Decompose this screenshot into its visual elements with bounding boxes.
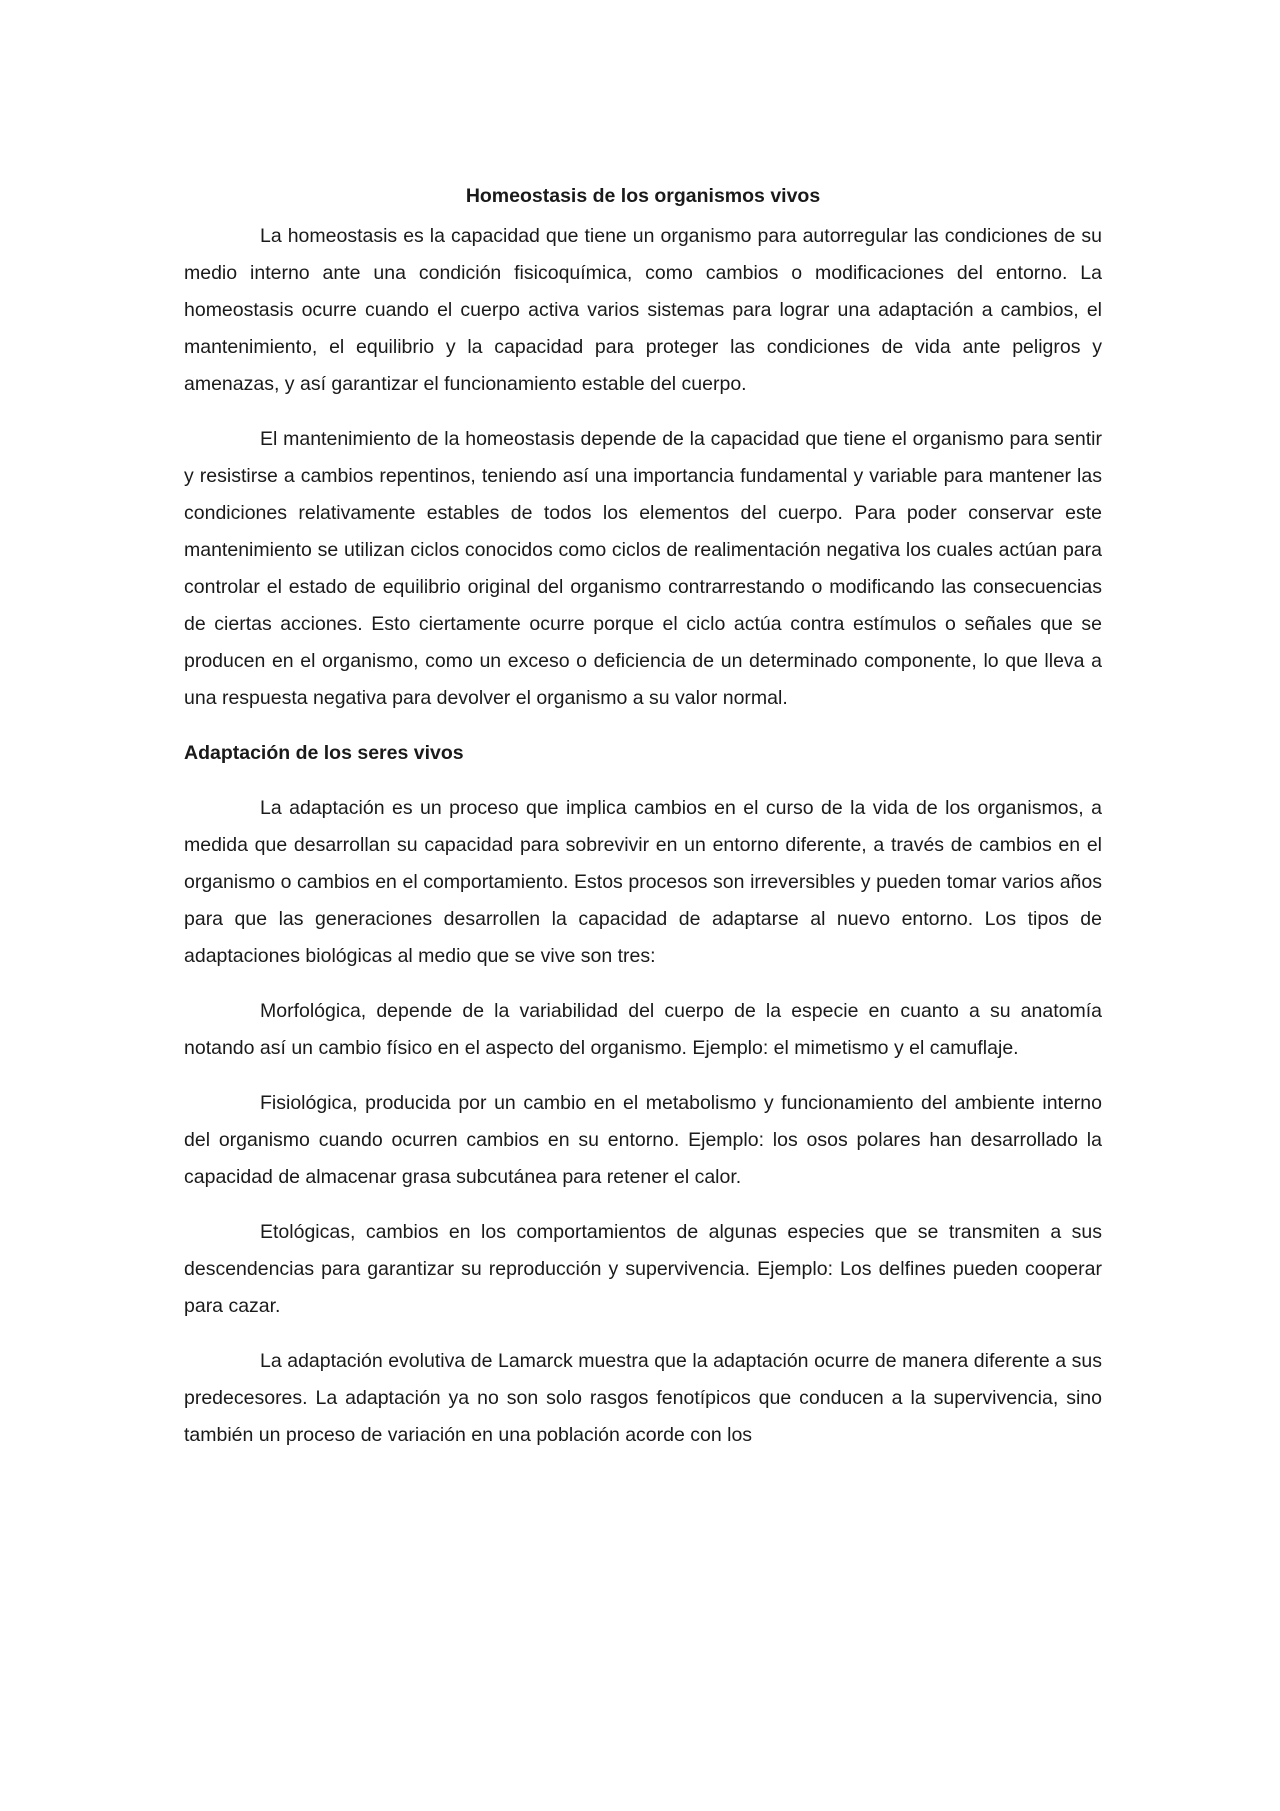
document-body — [184, 182, 1102, 1454]
paragraph-ethological: Etológicas, cambios en los comportamientos de algunas especies que se transmiten a sus descendencias para garantizar su reproducción y supervivencia. Ejemplo: Los delfines pueden cooperar para cazar. — [184, 1221, 1102, 1317]
section-heading-adaptation: Adaptación de los seres vivos — [184, 742, 464, 764]
paragraph-morphological: Morfológica, depende de la variabilidad del cuerpo de la especie en cuanto a su anatomía notando así un cambio físico en el aspecto del organismo. Ejemplo: el mimetismo y el camuflaje. — [184, 1000, 1102, 1059]
document-title: Homeostasis de los organismos vivos — [465, 185, 821, 207]
paragraph-homeostasis-maintenance: El mantenimiento de la homeostasis depende de la capacidad que tiene el organismo para sentir y resistirse a cambios repentinos, teniendo así una importancia fundamental y variable para mantener las condiciones relativamente estables de todos los elementos del cuerpo. Para poder conservar este mantenimiento se utilizan ciclos conocidos como ciclos de realimentación negativa los cuales actúan para controlar el estado de equilibrio original del organismo contrarrestando o modificando las consecuencias de ciertas acciones. Esto ciertamente ocurre porque el ciclo actúa contra estímulos o señales que se producen en el organismo, como un exceso o deficiencia de un determinado componente, lo que lleva a una respuesta negativa para devolver el organismo a su valor normal. — [184, 428, 1102, 709]
paragraph-adaptation-definition: La adaptación es un proceso que implica cambios en el curso de la vida de los organismos, a medida que desarrollan su capacidad para sobrevivir en un entorno diferente, a través de cambios en el organismo o cambios en el comportamiento. Estos procesos son irreversibles y pueden tomar varios años para que las generaciones desarrollen la capacidad de adaptarse al nuevo entorno. Los tipos de adaptaciones biológicas al medio que se vive son tres: — [184, 797, 1102, 967]
paragraph-homeostasis-definition: La homeostasis es la capacidad que tiene un organismo para autorregular las condiciones de su medio interno ante una condición fisicoquímica, como cambios o modificaciones del entorno. La homeostasis ocurre cuando el cuerpo activa varios sistemas para lograr una adaptación a cambios, el mantenimiento, el equilibrio y la capacidad para proteger las condiciones de vida ante peligros y amenazas, y así garantizar el funcionamiento estable del cuerpo. — [184, 225, 1102, 395]
paragraph-physiological: Fisiológica, producida por un cambio en el metabolismo y funcionamiento del ambiente interno del organismo cuando ocurren cambios en su entorno. Ejemplo: los osos polares han desarrollado la capacidad de almacenar grasa subcutánea para retener el calor. — [184, 1092, 1102, 1188]
paragraph-lamarck: La adaptación evolutiva de Lamarck muestra que la adaptación ocurre de manera diferente a sus predecesores. La adaptación ya no son solo rasgos fenotípicos que conducen a la supervivencia, sino también un proceso de variación en una población acorde con los — [184, 1350, 1102, 1446]
